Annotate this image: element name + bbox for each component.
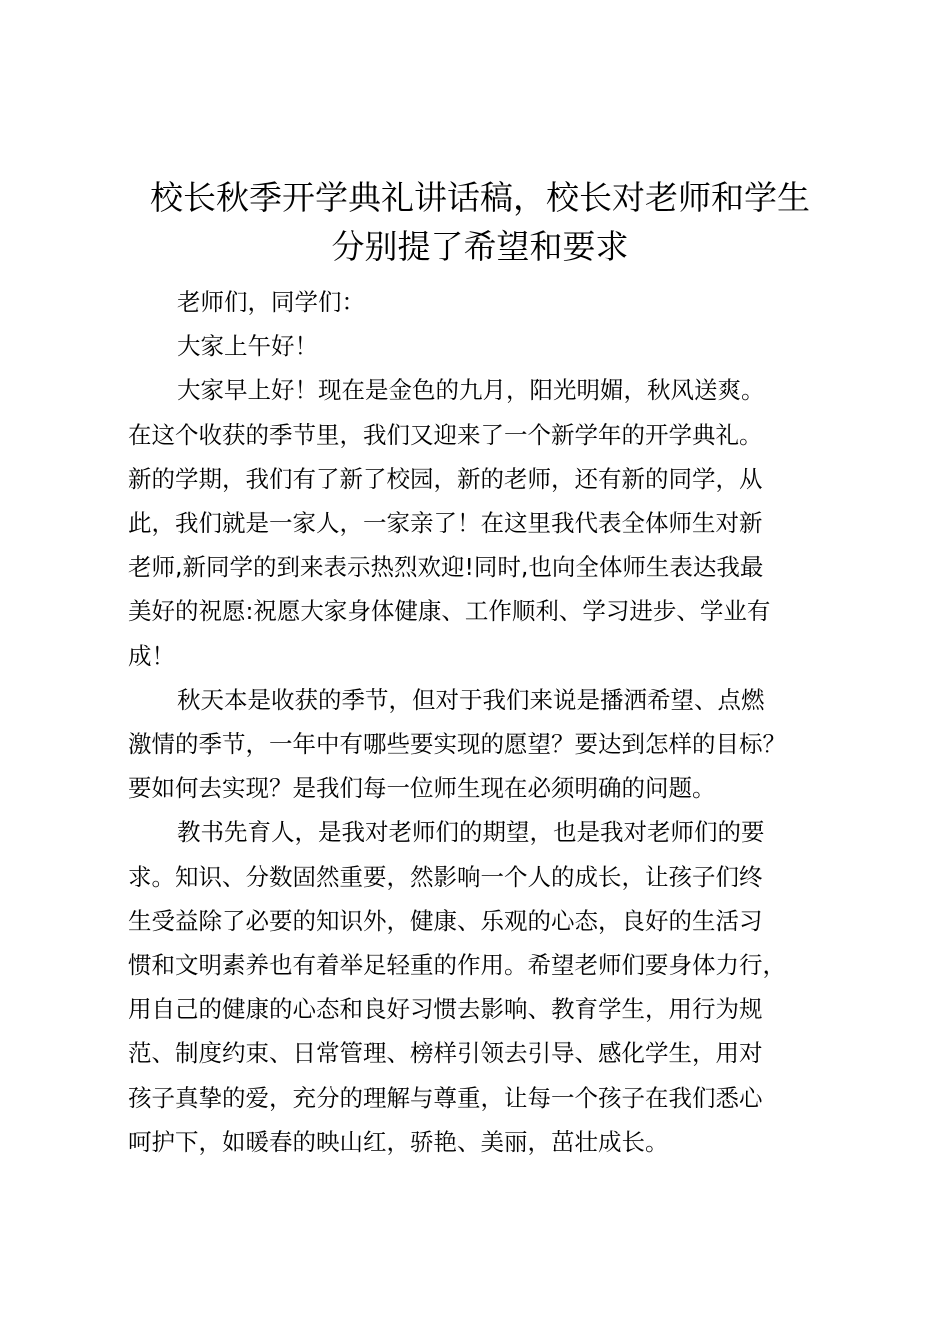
text-line: 教书先育人，是我对老师们的期望，也是我对老师们的要 bbox=[177, 818, 765, 847]
text-line: 孩子真挚的爱，充分的理解与尊重，让每一个孩子在我们悉心 bbox=[128, 1083, 763, 1112]
text-line: 新的学期，我们有了新了校园，新的老师，还有新的同学，从 bbox=[128, 464, 763, 493]
text-line: 秋天本是收获的季节，但对于我们来说是播洒希望、点燃 bbox=[177, 685, 765, 714]
text-line: 激情的季节，一年中有哪些要实现的愿望？要达到怎样的目标？ bbox=[128, 730, 786, 759]
autumn-paragraph bbox=[128, 678, 858, 811]
text-line: 成！ bbox=[128, 641, 175, 670]
text-line: 大家上午好！ bbox=[177, 332, 318, 361]
document-body bbox=[128, 280, 858, 1164]
text-line: 要如何去实现？是我们每一位师生现在必须明确的问题。 bbox=[128, 774, 716, 803]
document-title bbox=[120, 173, 840, 271]
text-line: 惯和文明素养也有着举足轻重的作用。希望老师们要身体力行， bbox=[128, 951, 786, 980]
text-line: 用自己的健康的心态和良好习惯去影响、教育学生，用行为规 bbox=[128, 995, 763, 1024]
greeting-paragraph bbox=[128, 324, 858, 368]
text-line: 此，我们就是一家人，一家亲了！在这里我代表全体师生对新 bbox=[128, 509, 763, 538]
title-line: 校长秋季开学典礼讲话稿，校长对老师和学生 bbox=[150, 178, 810, 217]
text-line: 生受益除了必要的知识外，健康、乐观的心态，良好的生活习 bbox=[128, 906, 763, 935]
text-line: 求。知识、分数固然重要，然影响一个人的成长，让孩子们终 bbox=[128, 862, 763, 891]
text-line: 老师,新同学的到来表示热烈欢迎!同时,也向全体师生表达我最 bbox=[128, 553, 764, 582]
salutation-paragraph bbox=[128, 280, 858, 324]
teachers-paragraph bbox=[128, 810, 858, 1164]
text-line: 美好的祝愿:祝愿大家身体健康、工作顺利、学习进步、学业有 bbox=[128, 597, 771, 626]
title-line: 分别提了希望和要求 bbox=[331, 227, 629, 266]
text-line: 老师们，同学们： bbox=[177, 288, 365, 316]
text-line: 大家早上好！现在是金色的九月，阳光明媚，秋风送爽。 bbox=[177, 376, 765, 405]
text-line: 在这个收获的季节里，我们又迎来了一个新学年的开学典礼。 bbox=[128, 420, 763, 449]
text-line: 范、制度约束、日常管理、榜样引领去引导、感化学生，用对 bbox=[128, 1039, 763, 1068]
welcome-paragraph bbox=[128, 368, 858, 677]
text-line: 呵护下，如暖春的映山红，骄艳、美丽，茁壮成长。 bbox=[128, 1127, 669, 1156]
